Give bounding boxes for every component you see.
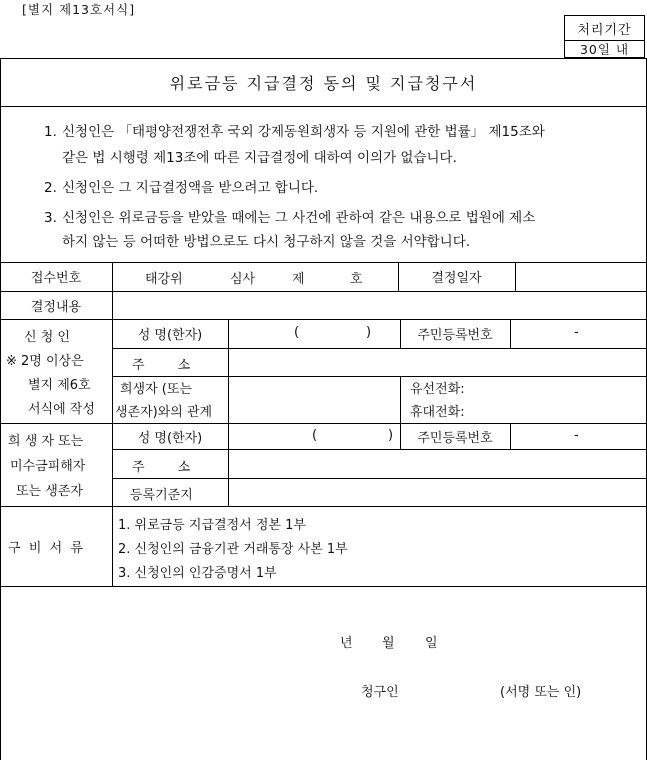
applicant-mobile-label: 휴대전화: [410,405,465,420]
statement-2-number: 2. [44,180,57,196]
statement-3-line-1: 신청인은 위로금등을 받았을 때에는 그 사건에 관하여 같은 내용으로 법원에 제소 [62,210,536,226]
statement-1-number: 1. [44,124,57,140]
processing-period-label: 처리기간 [565,16,644,41]
claimant-label: 청구인 [361,685,399,700]
documents-label: 구 비 서 류 [8,541,84,556]
document-item-2: 2. 신청인의 금융기관 거래통장 사본 1부 [118,542,348,557]
statement-3-number: 3. [44,210,57,226]
decision-content-label: 결정내용 [30,299,82,315]
applicant-relation-label-line-1: 희생자 (또는 [120,382,192,397]
victim-rrn-dash: - [574,428,579,443]
document-item-3: 3. 신청인의 인감증명서 1부 [118,566,277,581]
applicant-rrn-dash: - [574,325,579,340]
victim-label-line-2: 미수금피해자 [10,459,86,474]
victim-domicile-label: 등록기준지 [130,488,193,503]
processing-period-value: 30일 내 [579,42,630,57]
form-number-label: [별지 제13호서식] [22,2,136,17]
victim-label-line-1: 희 생 자 또는 [8,434,84,449]
applicant-label-line-2: ※ 2명 이상은 [6,354,84,369]
applicant-name-label: 성 명(한자) [137,328,203,343]
receipt-je: 제 [292,272,305,287]
applicant-relation-label-line-2: 생존자)와의 관계 [115,405,213,420]
applicant-address-label: 주 소 [132,358,191,373]
victim-address-label: 주 소 [132,460,191,475]
processing-period-box [564,15,645,58]
decision-date-label: 결정일자 [431,271,482,286]
applicant-name-paren-open: ( [294,325,300,340]
victim-name-label: 성 명(한자) [137,430,203,446]
applicant-name-paren-close: ) [366,325,372,340]
receipt-ho: 호 [350,272,363,287]
victim-label-line-3: 또는 생존자 [16,484,83,499]
victim-rrn-label: 주민등록번호 [417,430,493,446]
signature-note: (서명 또는 인) [500,685,582,700]
date-year: 년 [340,636,353,651]
statement-2-line-1: 신청인은 그 지급결정액을 받으려고 합니다. [62,180,319,196]
date-month: 월 [382,636,395,651]
applicant-label-line-1: 신 청 인 [24,330,70,345]
applicant-label-line-4: 서식에 작성 [28,402,95,417]
receipt-number-label: 접수번호 [30,271,82,286]
document-item-1: 1. 위로금등 지급결정서 정본 1부 [118,518,306,533]
statement-1-line-2: 같은 법 시행령 제13조에 따른 지급결정에 대하여 이의가 없습니다. [62,150,457,166]
statement-1-line-1: 신청인은 「태평양전쟁전후 국외 강제동원희생자 등 지원에 관한 법률」 제15조와 [62,124,545,140]
statement-3-line-2: 하지 않는 등 어떠한 방법으로도 다시 청구하지 않을 것을 서약합니다. [62,234,471,250]
applicant-label-line-3: 별지 제6호 [28,378,91,393]
applicant-phone-label: 유선전화: [410,382,465,397]
page-title: 위로금등 지급결정 동의 및 지급청구서 [169,74,478,93]
victim-name-paren-close: ) [388,428,394,443]
receipt-review: 심사 [230,272,256,287]
receipt-committee: 태강위 [145,272,183,287]
applicant-rrn-label: 주민등록번호 [417,328,493,343]
victim-name-paren-open: ( [312,428,318,443]
date-day: 일 [425,636,438,651]
